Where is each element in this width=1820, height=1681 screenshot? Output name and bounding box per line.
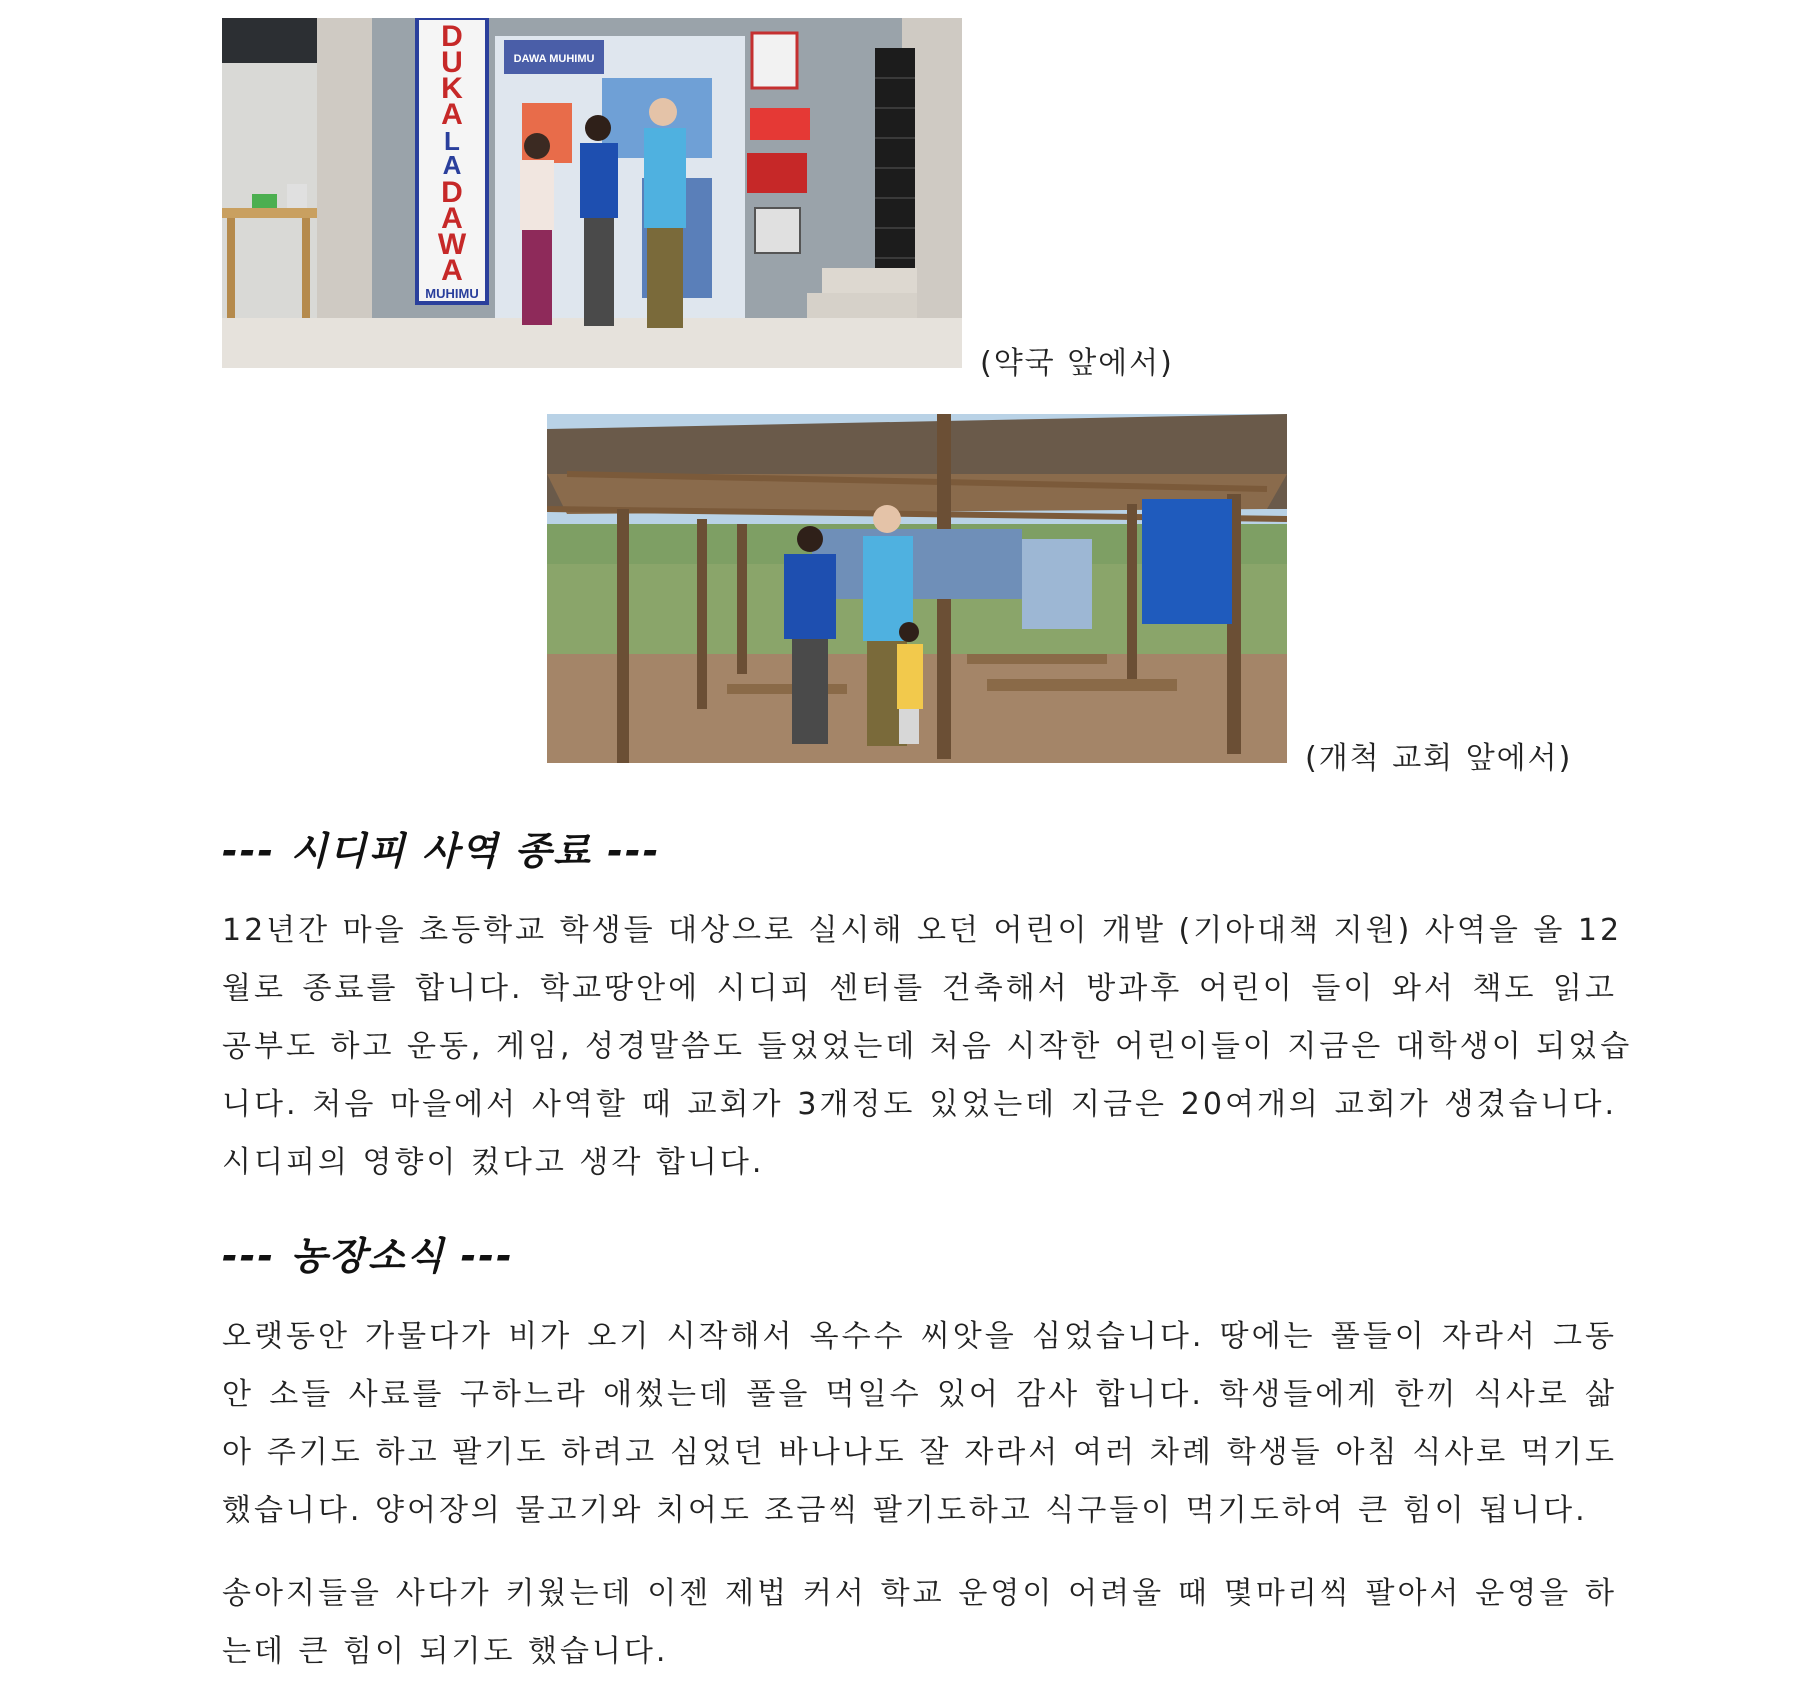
text-line: 공부도 하고 운동, 게임, 성경말씀도 들었었는데 처음 시작한 어린이들이 지금은 대학생이 되었습 — [222, 1029, 1633, 1064]
text-line: 12년간 마을 초등학교 학생들 대상으로 실시해 오던 어린이 개발 (기아대책 지원) 사역을 올 12 — [222, 913, 1623, 948]
text-line: 아 주기도 하고 팔기도 하려고 심었던 바나나도 잘 자라서 여러 차례 학생들 아침 식사로 먹기도 — [222, 1435, 1617, 1470]
sign-letter: K — [441, 72, 463, 105]
sign-letter: L — [444, 126, 460, 156]
photo-caption-church: (개척 교회 앞에서) — [1305, 741, 1573, 776]
man-figure — [580, 115, 618, 326]
woman-figure — [520, 133, 554, 325]
text-line: 했습니다. 양어장의 물고기와 치어도 조금씩 팔기도하고 식구들이 먹기도하여 큰 힘이 됩니다. — [222, 1493, 1588, 1528]
section-heading-cdp-end: --- 시디피 사역 종료 --- — [222, 829, 661, 873]
section-heading-farm-news: --- 농장소식 --- — [222, 1234, 514, 1278]
text-line: 니다. 처음 마을에서 사역할 때 교회가 3개정도 있었는데 지금은 20여개의 교회가 생겼습니다. — [222, 1087, 1617, 1122]
text-line: 안 소들 사료를 구하느라 애썼는데 풀을 먹일수 있어 감사 합니다. 학생들에게 한끼 식사로 삶 — [222, 1377, 1617, 1412]
sign-bottom-text: MUHIMU — [425, 286, 479, 301]
sign-letter: D — [441, 176, 463, 209]
paragraph-farm-news — [222, 1308, 1617, 1540]
sign-letter: A — [442, 150, 462, 180]
church-scene — [547, 414, 1287, 763]
text-line: 송아지들을 사다가 키웠는데 이젠 제법 커서 학교 운영이 어려울 때 몇마리씩 팔아서 운영을 하 — [222, 1576, 1617, 1611]
door-text: DAWA MUHIMU — [513, 53, 595, 65]
sign-letter: D — [441, 20, 463, 53]
sign-letter: A — [441, 254, 463, 287]
pharmacy-photo — [222, 18, 962, 368]
text-line: 는데 큰 힘이 되기도 했습니다. — [222, 1634, 669, 1669]
paragraph-cdp-end — [222, 902, 1633, 1192]
pharmacy-scene — [222, 18, 962, 368]
paragraph-calves — [222, 1565, 1617, 1681]
photo-caption-pharmacy: (약국 앞에서) — [980, 346, 1174, 381]
sign-letter: A — [441, 202, 463, 235]
sign-letter: W — [437, 228, 467, 261]
text-line: 오랫동안 가물다가 비가 오기 시작해서 옥수수 씨앗을 심었습니다. 땅에는 풀들이 자라서 그동 — [222, 1319, 1617, 1354]
sign-letter: A — [441, 98, 463, 131]
text-line: 월로 종료를 합니다. 학교땅안에 시디피 센터를 건축해서 방과후 어린이 들이 와서 책도 읽고 — [222, 971, 1617, 1006]
sign-letter: U — [441, 46, 463, 79]
text-line: 시디피의 영향이 컸다고 생각 합니다. — [222, 1145, 765, 1180]
visitor-figure — [644, 98, 686, 328]
church-photo — [547, 414, 1287, 763]
